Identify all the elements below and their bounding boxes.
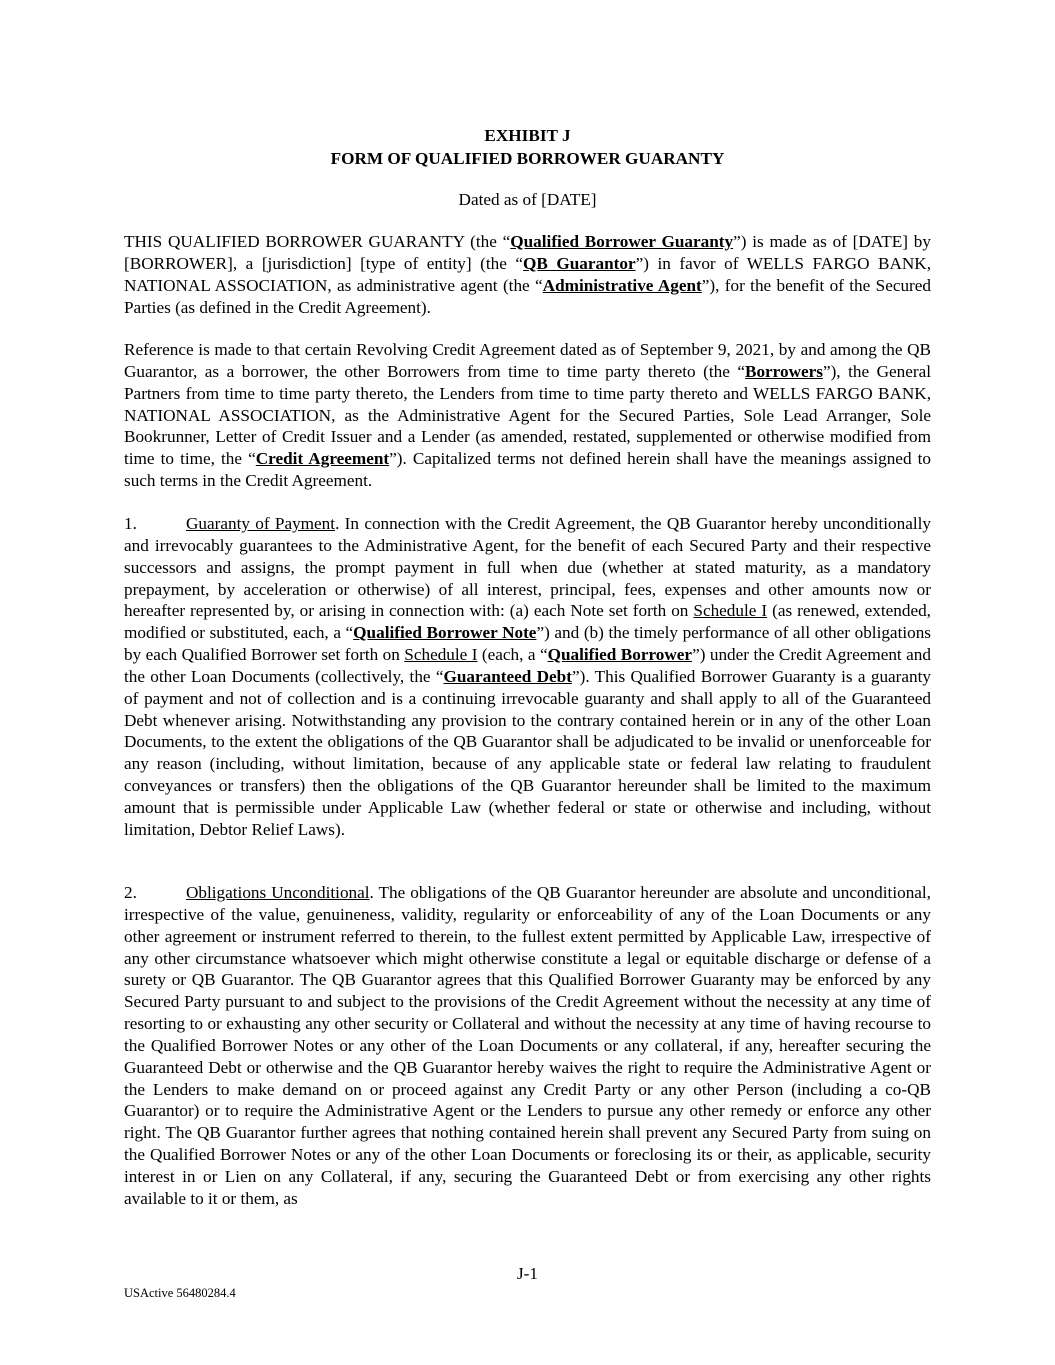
text-run: . The obligations of the QB Guarantor hereunder are absolute and unconditional, irrespective of the value, genuineness, validity, regularity or enforceability of any of the Loan Documents or any other agreement or instrument referred to therein, to the fullest extent permitted by Applicable Law, irrespective of any other circumstance whatsoever which might otherwise constitute a legal or equitable discharge or defense of a surety or QB Guarantor. The QB Guarantor agrees that this Qualified Borrower Guaranty may be enforced by any Secured Party pursuant to and subject to the provisions of the Credit Agreement without the necessity at any time of resorting to or exhausting any other security or Collateral and without the necessity at any time of having recourse to the Qualified Borrower Notes or any other of the Loan Documents or any collateral, if any, hereafter securing the Guaranteed Debt or otherwise and the QB Guarantor hereby waives the right to require the Administrative Agent or the Lenders to make demand on or proceed against any Credit Party or any other Person (including a co-QB Guarantor) or to require the Administrative Agent or the Lenders to pursue any other remedy or enforce any other right. The QB Guarantor further agrees that nothing contained herein shall prevent any Secured Party from suing on the Qualified Borrower Notes or any of the other Loan Documents or foreclosing its or their, as applicable, security interest in or Lien on any Collateral, if any, securing the Guaranteed Debt or from exercising any other rights available to it or them, as [124, 883, 931, 1208]
text-run: ”) is made as of [DATE] by [BORROWER], a [jurisdiction] [type of entity] (the “ [124, 232, 931, 273]
section-2-obligations-unconditional [124, 882, 931, 1210]
document-id: USActive 56480284.4 [124, 1286, 236, 1300]
section-1-guaranty-of-payment [124, 513, 931, 841]
text-run: ”), the General Partners from time to time party thereto, the Lenders from time to time party thereto and WELLS FARGO BANK, NATIONAL ASSOCIATION, as the Administrative Agent for the Secured Parties, Sole Lead Arranger, Sole Bookrunner, Letter of Credit Issuer and a Lender (as amended, restated, supplemented or otherwise modified from time to time, the “ [124, 361, 931, 469]
document-title [124, 124, 931, 170]
text-run: ”) under the Credit Agreement and the other Loan Documents (collectively, the “ [124, 645, 931, 686]
text-run: Reference is made to that certain Revolving Credit Agreement dated as of September 9, 2021, by and among the QB Guarantor, as a borrower, the other Borrowers from time to time party thereto (the “ [124, 340, 931, 381]
text-run: ”), for the benefit of the Secured Parties (as defined in the Credit Agreement). [124, 275, 931, 317]
defined-term: QB Guarantor [523, 253, 636, 273]
text-run: ”). This Qualified Borrower Guaranty is a guaranty of payment and not of collection and is a continuing irrevocable guaranty and shall apply to all of the Guaranteed Debt whenever arising. Notwithstanding any provision to the contrary contained herein or in any of the other Loan Documents, to the extent the obligations of the QB Guarantor shall be adjudicated to be invalid or unenforceable for any reason (including, without limitation, because of any applicable state or federal law relating to fraudulent conveyances or transfers) then the obligations of the QB Guarantor hereunder shall be limited to the maximum amount that is permissible under Applicable Law (whether federal or state or otherwise and including, without limitation, Debtor Relief Laws). [124, 666, 931, 839]
intro-paragraph [124, 231, 931, 318]
section-heading: Guaranty of Payment [186, 514, 336, 533]
reference-paragraph [124, 339, 931, 492]
schedule-reference: Schedule I [693, 601, 768, 621]
defined-term: Qualified Borrower [547, 645, 693, 665]
page-number: J-1 [516, 1264, 538, 1283]
text-run: ”) in favor of WELLS FARGO BANK, NATIONAL ASSOCIATION, as administrative agent (the “ [124, 253, 931, 295]
schedule-reference: Schedule I [404, 645, 478, 665]
form-title: FORM OF QUALIFIED BORROWER GUARANTY [330, 149, 725, 168]
defined-term: Qualified Borrower Note [353, 623, 537, 643]
section-number: 2. [124, 883, 137, 902]
defined-term: Guaranteed Debt [443, 666, 572, 686]
defined-term: Credit Agreement [255, 449, 390, 469]
text-run: ”) and (b) the timely performance of all other obligations by each Qualified Borrower set forth on [124, 623, 931, 665]
text-run: THIS QUALIFIED BORROWER GUARANTY (the “ [124, 232, 511, 251]
text-run: (as renewed, extended, modified or substituted, each, a “ [124, 601, 931, 643]
section-number: 1. [124, 514, 137, 533]
defined-term: Qualified Borrower Guaranty [510, 232, 734, 251]
text-run: . In connection with the Credit Agreement, the QB Guarantor hereby unconditionally and irrevocably guarantees to the Administrative Agent, for the benefit of each Secured Party and their respective successors and assigns, the prompt payment in full when due (whether at stated maturity, as a mandatory prepayment, by acceleration or otherwise) of all interest, principal, fees, expenses and other amounts now or hereafter represented by, or arising in connection with: (a) each Note set forth on [124, 514, 931, 621]
defined-term: Borrowers [744, 361, 823, 381]
text-run: (each, a “ [477, 645, 548, 665]
defined-term: Administrative Agent [542, 275, 702, 295]
section-heading: Obligations Unconditional [186, 883, 370, 902]
text-run: ”). Capitalized terms not defined herein shall have the meanings assigned to such terms in the Credit Agreement. [124, 449, 931, 491]
exhibit-label: EXHIBIT J [484, 126, 571, 145]
dated-line: Dated as of [DATE] [458, 190, 597, 209]
